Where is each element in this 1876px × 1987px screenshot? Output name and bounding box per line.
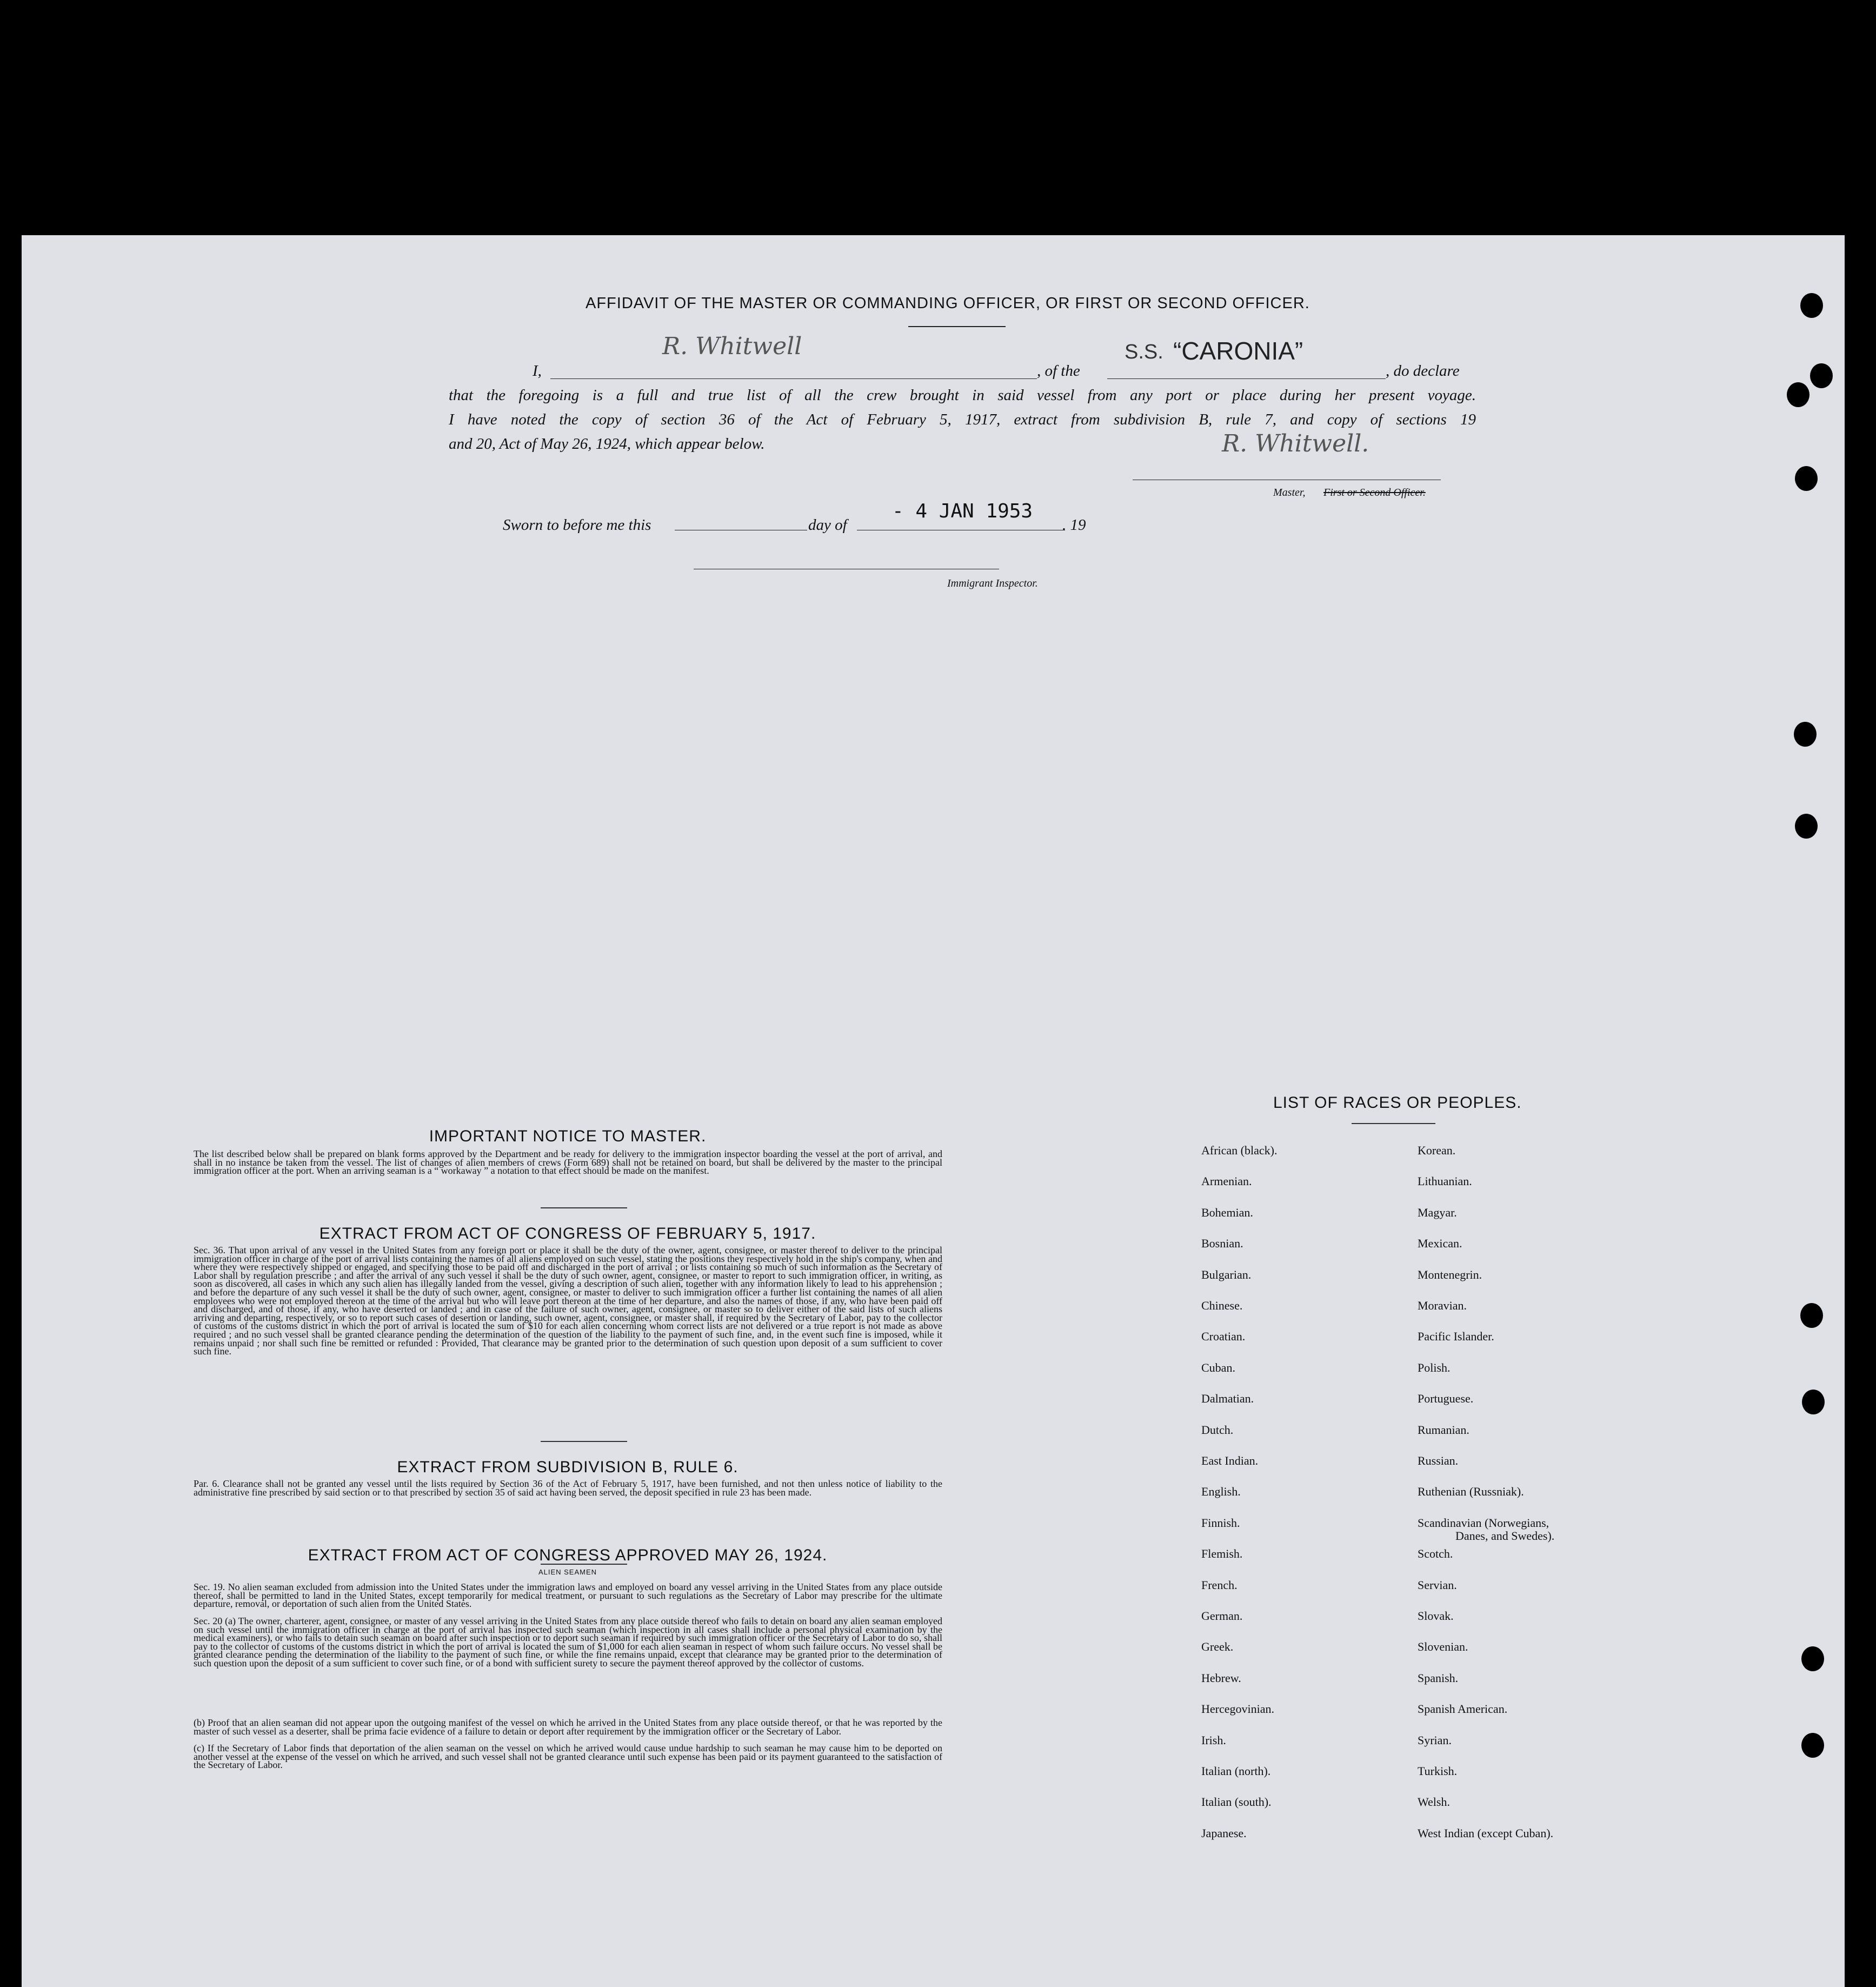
race-right-item: Ruthenian (Russniak). [1418, 1485, 1524, 1498]
affidavit-line3: I have noted the copy of section 36 of the Act of February 5, 1917, extract from subdivision B, rule 7, and copy of sections 19 [449, 411, 1476, 428]
year-prefix: . 19 [1062, 516, 1086, 534]
subdivision-body: Par. 6. Clearance shall not be granted any vessel until the lists required by Section 36 of the Act of February 5, 1917, have been furnished, and not then unless notice of liability to the administrative fine prescribed by said section or to that prescribed by section 35 of said act having been served, the deposit specified in rule 23 has been made. [194, 1478, 942, 1498]
extract-1917-body: Sec. 36. That upon arrival of any vessel in the United States from any foreign port or place it shall be the duty of the owner, agent, consignee, or master thereof to deliver to the principal immigration officer in charge of the port of arrival lists containing the names of all aliens employed on such vessel, stating the positions they respectively hold in the ship's company, when and where they were respectively shipped or engaged, and specifying those to be paid off and discharged in the port of arrival ; or lists containing so much of such information as the Secretary of Labor shall by regulation prescribe ; and after the arrival of any such vessel it shall be the duty of such owner, agent, consignee, or master to report to such immigration officer, in writing, as soon as discovered, all cases in which any such alien has illegally landed from the vessel, giving a description of such alien, together with any information likely to lead to his apprehension ; and before the departure of any such vessel it shall be the duty of such owner, agent, consignee, or master to deliver to such immigration officer a further list containing the names of all alien employees who were not employed thereon at the time of the arrival but who will leave port thereon at the time of her departure, and also the names of those, if any, who have been paid off and discharged, and of those, if any, who have deserted or landed ; and in case of the failure of such owner, agent, consignee, or master so to deliver either of the said lists of such aliens arriving and departing, respectively, or so to report such cases of desertion or landing, such owner, agent, consignee, or master shall, if required by the Secretary of Labor, pay to the collector of customs of the customs district in which the port of arrival is located the sum of $10 for each alien concerning whom correct lists are not delivered or a true report is not made as above required ; and no such vessel shall be granted clearance pending the determination of the question of the liability to the payment of such fine, and, in the event such fine is imposed, while it remains unpaid ; nor shall such fine be remitted or refunded : Provided, That clearance may be granted prior to the determination of such question upon deposit of a sum sufficient to cover such fine. [194, 1245, 942, 1357]
punch-hole [1800, 1303, 1823, 1328]
subdivision-title: EXTRACT FROM SUBDIVISION B, RULE 6. [397, 1458, 739, 1476]
notice-title: IMPORTANT NOTICE TO MASTER. [429, 1127, 707, 1145]
race-right-item: Spanish American. [1418, 1702, 1508, 1716]
punch-hole [1800, 293, 1823, 318]
punch-hole [1795, 466, 1818, 491]
race-left-item: Finnish. [1201, 1516, 1240, 1530]
separator [541, 1207, 627, 1208]
race-right-item: Turkish. [1418, 1764, 1458, 1778]
race-left-item: Hebrew. [1201, 1671, 1241, 1685]
race-right-item: Scotch. [1418, 1547, 1453, 1560]
race-left-item: Hercegovinian. [1201, 1702, 1274, 1716]
punch-hole [1787, 382, 1810, 407]
race-right-item: Polish. [1418, 1361, 1451, 1374]
race-right-item: Pacific Islander. [1418, 1330, 1494, 1343]
race-right-item: Rumanian. [1418, 1423, 1469, 1437]
punch-hole [1810, 363, 1833, 388]
race-right-item: Servian. [1418, 1578, 1457, 1592]
punch-hole [1794, 722, 1817, 747]
race-left-item: Dutch. [1201, 1423, 1234, 1437]
race-right-item: Lithuanian. [1418, 1174, 1472, 1188]
race-left-item: Italian (north). [1201, 1764, 1271, 1778]
race-left-item: Dalmatian. [1201, 1392, 1254, 1405]
race-left-item: Italian (south). [1201, 1795, 1272, 1809]
extract-1924-subtitle: ALIEN SEAMEN [538, 1568, 597, 1576]
races-title-underline [1352, 1123, 1435, 1124]
race-left-item: Chinese. [1201, 1299, 1243, 1312]
signature-name: R. Whitwell [662, 333, 802, 360]
race-right-item: Slovak. [1418, 1609, 1454, 1623]
race-right-item: Syrian. [1418, 1733, 1452, 1747]
punch-hole [1801, 1646, 1824, 1671]
races-title: LIST OF RACES OR PEOPLES. [1273, 1094, 1522, 1112]
race-right-item: Welsh. [1418, 1795, 1450, 1809]
race-right-item: Slovenian. [1418, 1640, 1468, 1653]
extract-1917-title: EXTRACT FROM ACT OF CONGRESS OF FEBRUARY 5, 1917. [319, 1225, 816, 1242]
extract-1924-title: EXTRACT FROM ACT OF CONGRESS APPROVED MAY 26, 1924. [308, 1546, 828, 1564]
extract-1924-secc: (c) If the Secretary of Labor finds that deportation of the alien seaman on the vessel on which he arrived would cause undue hardship to such seaman he may cause him to be deported on another vessel at the expense of the vessel on which he arrived, and such vessel shall not be granted clearance until such expense has been paid or its payment guaranteed to the satisfaction of the Secretary of Labor. [194, 1743, 942, 1771]
vessel-line [1107, 378, 1386, 379]
affidavit-line4: and 20, Act of May 26, 1924, which appear below. [449, 435, 765, 453]
race-right-item: Korean. [1418, 1144, 1456, 1157]
title-underline [908, 326, 1006, 327]
race-left-item: Greek. [1201, 1640, 1234, 1653]
vessel-prefix: S.S. [1125, 341, 1163, 363]
race-left-item: Cuban. [1201, 1361, 1235, 1374]
of-the-label: , of the [1037, 362, 1080, 380]
race-left-item: Japanese. [1201, 1826, 1247, 1840]
date-stamp: - 4 JAN 1953 [892, 500, 1033, 522]
extract-1924-secb: (b) Proof that an alien seaman did not appear upon the outgoing manifest of the vessel on which he arrived in the United States from any place outside thereof, or that he was reported by the master of such vessel as a deserter, shall be prima facie evidence of a failure to detain or deport after requirement by the immigration officer or the Secretary of Labor. [194, 1717, 942, 1737]
race-left-item: English. [1201, 1485, 1241, 1498]
race-left-item: Flemish. [1201, 1547, 1243, 1560]
race-right-item: West Indian (except Cuban). [1418, 1826, 1554, 1840]
inspector-label: Immigrant Inspector. [947, 577, 1038, 589]
race-right-item: Moravian. [1418, 1299, 1467, 1312]
race-left-item: Croatian. [1201, 1330, 1246, 1343]
race-right-item: Montenegrin. [1418, 1268, 1482, 1281]
race-continuation: Danes, and Swedes). [1455, 1529, 1555, 1543]
master-label: Master, [1273, 487, 1306, 499]
punch-hole [1801, 1733, 1824, 1758]
separator [541, 1441, 627, 1442]
race-right-item: Mexican. [1418, 1237, 1462, 1250]
affidavit-line2: that the foregoing is a full and true list of all the crew brought in said vessel from any port or place during her present voyage. [449, 387, 1476, 404]
race-left-item: German. [1201, 1609, 1243, 1623]
race-right-item: Russian. [1418, 1454, 1459, 1467]
punch-hole [1795, 814, 1818, 839]
extract-1924-sec19: Sec. 19. No alien seaman excluded from admission into the United States under the immigration laws and employed on board any vessel arriving in the United States from any place outside thereof, shall be permitted to land in the United States, except temporarily for medical treatment, or pursuant to such regulations as the Secretary of Labor may prescribe for the ultimate departure, removal, or deportation of such alien from the United States. [194, 1581, 942, 1610]
affidavit-i: I, [533, 362, 542, 380]
sworn-label: Sworn to before me this [503, 516, 651, 534]
race-left-item: East Indian. [1201, 1454, 1259, 1467]
race-right-item: Portuguese. [1418, 1392, 1474, 1405]
notice-body: The list described below shall be prepared on blank forms approved by the Department and be ready for delivery to the immigration inspector boarding the vessel at the port of arrival, and shall in no instance be taken from the vessel. The list of changes of alien members of crews (Form 689) shall not be retained on board, but shall be delivered by the master to the principal immigration officer at the port. When an arriving seaman is a “ workaway ” a notation to that effect should be made on the manifest. [194, 1148, 942, 1177]
race-left-item: Bohemian. [1201, 1206, 1253, 1219]
do-declare: , do declare [1386, 362, 1460, 380]
day-of-label: day of [808, 516, 847, 534]
race-left-item: Armenian. [1201, 1174, 1252, 1188]
race-right-item: Scandinavian (Norwegians, [1418, 1516, 1549, 1530]
race-left-item: Irish. [1201, 1733, 1226, 1747]
name-line [550, 378, 1037, 379]
struck-officer-text: First or Second Officer. [1323, 487, 1426, 499]
race-left-item: Bosnian. [1201, 1237, 1243, 1250]
master-signature: R. Whitwell. [1222, 430, 1369, 457]
race-right-item: Spanish. [1418, 1671, 1459, 1685]
vessel-name: “CARONIA” [1173, 337, 1303, 365]
race-left-item: French. [1201, 1578, 1238, 1592]
extract-1924-sec20: Sec. 20 (a) The owner, charterer, agent, consignee, or master of any vessel arriving in the United States from any place outside thereof who fails to detain on board any alien seaman employed on such vessel until the immigration officer in charge at the port of arrival has inspected such seaman (which inspection in all cases shall include a personal physical examination by the medical examiners), or who fails to detain such seaman on board after such inspection or to deport such seaman if required by such immigration officer or the Secretary of Labor to do so, shall pay to the collector of customs of the customs district in which the port of arrival is located the sum of $1,000 for each alien seaman in respect of whom such failure occurs. No vessel shall be granted clearance pending the determination of the liability to the payment of such fine, or while the fine remains unpaid, except that clearance may be granted prior to the determination of such question upon the deposit of a sum sufficient to cover such fine, or of a bond with sufficient surety to secure the payment thereof approved by the collector of customs. [194, 1616, 942, 1669]
punch-hole [1802, 1390, 1825, 1414]
race-right-item: Magyar. [1418, 1206, 1457, 1219]
affidavit-title: AFFIDAVIT OF THE MASTER OR COMMANDING OFFICER, OR FIRST OR SECOND OFFICER. [586, 295, 1310, 312]
race-left-item: Bulgarian. [1201, 1268, 1252, 1281]
race-left-item: African (black). [1201, 1144, 1278, 1157]
